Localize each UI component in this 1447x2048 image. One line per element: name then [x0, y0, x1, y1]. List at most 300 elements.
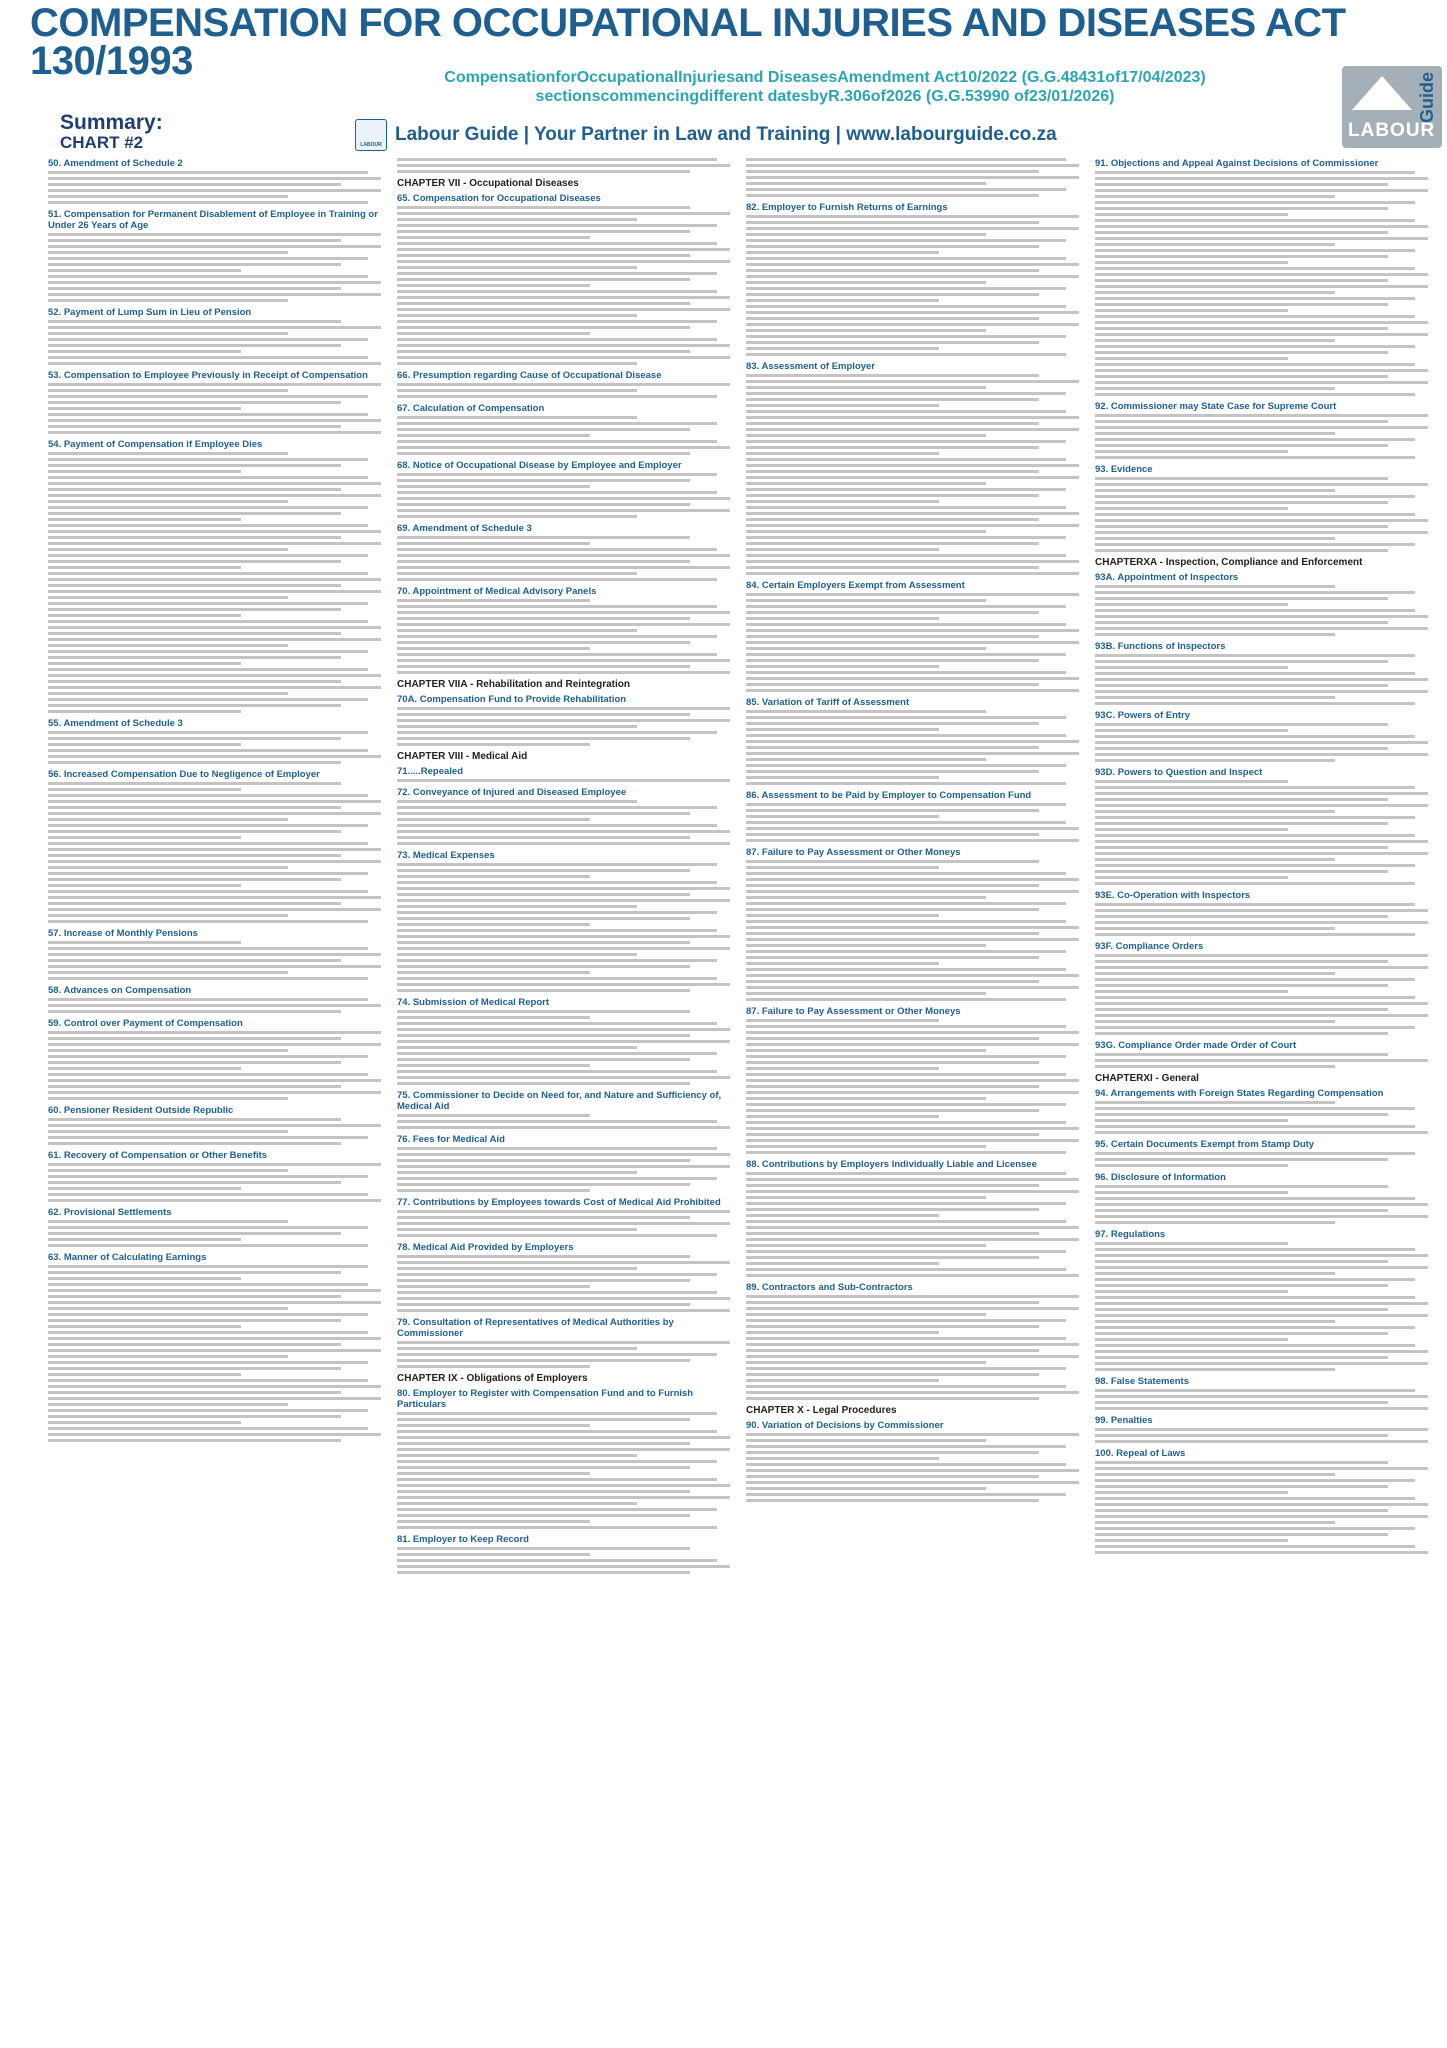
body-text-line	[746, 803, 1066, 806]
section-block	[397, 997, 730, 1085]
body-text-line	[397, 875, 590, 878]
body-text-line	[1095, 1191, 1288, 1194]
body-text-line	[48, 476, 368, 479]
body-text-line	[746, 908, 1039, 911]
body-text-line	[1095, 285, 1428, 288]
body-text-line	[1095, 1545, 1415, 1548]
body-text-line	[1095, 369, 1428, 372]
body-text-line	[397, 383, 730, 386]
body-text-line	[746, 305, 1066, 308]
body-text-line	[48, 287, 341, 290]
body-text-line	[746, 677, 1079, 680]
body-text-line	[48, 848, 381, 851]
body-text-line	[746, 890, 1079, 893]
body-text-line	[746, 920, 1066, 923]
body-text-line	[48, 1361, 368, 1364]
body-text-line	[397, 1448, 730, 1451]
body-text-line	[397, 1267, 637, 1270]
body-text-line	[48, 1301, 381, 1304]
body-text-line	[48, 572, 368, 575]
body-text-line	[48, 650, 368, 653]
body-text-line	[48, 1199, 381, 1202]
body-text-line	[48, 470, 241, 473]
body-text-line	[1095, 1428, 1428, 1431]
body-text-line	[48, 1163, 381, 1166]
body-text-line	[397, 1052, 717, 1055]
body-text-line	[48, 1379, 368, 1382]
body-text-line	[397, 1046, 637, 1049]
body-text-line	[746, 1301, 1039, 1304]
body-text-line	[746, 227, 1079, 230]
body-text-line	[397, 1559, 717, 1562]
body-text-line	[397, 1508, 717, 1511]
body-text-line	[48, 1385, 381, 1388]
body-text-line	[397, 1478, 717, 1481]
body-text-line	[1095, 1473, 1335, 1476]
body-text-line	[48, 971, 288, 974]
section-block	[397, 766, 730, 782]
body-text-line	[48, 189, 381, 192]
body-text-line	[746, 341, 1039, 344]
body-text-line	[397, 1472, 590, 1475]
body-text-line	[746, 182, 986, 185]
body-text-line	[746, 1475, 1039, 1478]
summary-block	[60, 112, 163, 152]
body-text-line	[397, 983, 730, 986]
body-text-line	[1095, 672, 1415, 675]
body-text-line	[397, 629, 637, 632]
body-text-line	[48, 518, 241, 521]
body-text-line	[1095, 237, 1428, 240]
body-text-line	[48, 674, 381, 677]
section-block	[1095, 710, 1428, 762]
body-text-line	[746, 689, 1079, 692]
section-block	[397, 460, 730, 518]
body-text-line	[397, 248, 730, 251]
body-text-line	[397, 1502, 637, 1505]
body-text-line	[1095, 978, 1415, 981]
body-text-line	[48, 494, 381, 497]
section-block	[1095, 1040, 1428, 1068]
body-text-line	[746, 170, 1039, 173]
body-text-line	[1095, 513, 1415, 516]
body-text-line	[48, 1073, 368, 1076]
body-text-line	[746, 926, 1079, 929]
body-text-line	[1095, 741, 1428, 744]
body-text-line	[746, 323, 1079, 326]
body-text-line	[48, 512, 341, 515]
section-heading: 72. Conveyance of Injured and Diseased Employee	[397, 787, 627, 798]
body-text-line	[397, 941, 690, 944]
body-text-line	[746, 1397, 1039, 1400]
body-text-line	[746, 446, 1039, 449]
section-heading: 89. Contractors and Sub-Contractors	[746, 1282, 913, 1293]
body-text-line	[1095, 414, 1428, 417]
body-text-line	[397, 1365, 590, 1368]
body-text-line	[1095, 927, 1335, 930]
body-text-line	[1095, 753, 1428, 756]
body-text-line	[397, 731, 717, 734]
body-text-line	[48, 749, 368, 752]
body-text-line	[746, 611, 1039, 614]
body-text-line	[1095, 1515, 1428, 1518]
body-text-line	[746, 1262, 939, 1265]
body-text-line	[397, 1285, 590, 1288]
body-text-line	[48, 947, 368, 950]
body-text-line	[1095, 798, 1388, 801]
body-text-line	[746, 410, 1066, 413]
section-heading: 51. Compensation for Permanent Disablement of Employee in Training or Under 26 Years of Age	[48, 209, 378, 231]
body-text-line	[1095, 1368, 1335, 1371]
body-text-line	[397, 905, 637, 908]
section-heading: 100. Repeal of Laws	[1095, 1448, 1186, 1459]
body-text-line	[1095, 1434, 1388, 1437]
body-text-line	[397, 719, 730, 722]
section-heading: 66. Presumption regarding Cause of Occupational Disease	[397, 370, 662, 381]
body-text-line	[746, 878, 1079, 881]
body-text-line	[1095, 1527, 1415, 1530]
body-text-line	[397, 1565, 730, 1568]
body-text-line	[1095, 822, 1388, 825]
body-text-line	[746, 476, 1079, 479]
body-text-line	[746, 554, 1066, 557]
body-text-line	[746, 1325, 1039, 1328]
body-text-line	[397, 743, 590, 746]
body-text-line	[48, 530, 381, 533]
body-text-line	[1095, 1344, 1415, 1347]
body-text-line	[746, 599, 986, 602]
body-text-line	[1095, 1254, 1428, 1257]
body-text-line	[746, 1319, 1066, 1322]
section-block	[746, 1006, 1079, 1154]
section-block	[397, 1242, 730, 1312]
body-text-line	[48, 395, 368, 398]
section-block	[48, 985, 381, 1013]
body-text-line	[48, 836, 241, 839]
body-text-line	[48, 1043, 381, 1046]
body-text-line	[48, 626, 381, 629]
body-text-line	[48, 1403, 288, 1406]
body-text-line	[746, 263, 1079, 266]
column-2	[397, 158, 730, 2038]
body-text-line	[397, 1279, 690, 1282]
body-text-line	[397, 362, 637, 365]
body-text-line	[1095, 495, 1415, 498]
body-text-line	[1095, 543, 1415, 546]
body-text-line	[1095, 387, 1335, 390]
body-text-line	[1095, 1065, 1335, 1068]
section-block	[397, 1134, 730, 1192]
body-text-line	[1095, 1521, 1335, 1524]
body-text-line	[48, 275, 368, 278]
body-text-line	[48, 320, 341, 323]
body-text-line	[746, 914, 939, 917]
body-text-line	[397, 887, 730, 890]
body-text-line	[48, 1175, 368, 1178]
body-text-line	[397, 278, 690, 281]
body-text-line	[48, 344, 341, 347]
body-text-line	[48, 464, 341, 467]
body-text-line	[746, 956, 1039, 959]
body-text-line	[746, 239, 1066, 242]
body-text-line	[397, 1216, 690, 1219]
body-text-line	[746, 566, 1039, 569]
body-text-line	[48, 1037, 341, 1040]
body-text-line	[397, 1010, 690, 1013]
body-text-line	[746, 1451, 1039, 1454]
body-text-line	[1095, 1119, 1288, 1122]
body-text-line	[397, 344, 730, 347]
body-text-line	[397, 779, 730, 782]
body-text-line	[746, 572, 1079, 575]
body-text-line	[1095, 432, 1335, 435]
body-text-line	[397, 1484, 730, 1487]
body-text-line	[1095, 1533, 1388, 1536]
body-text-line	[746, 374, 1039, 377]
body-text-line	[746, 980, 1039, 983]
body-text-line	[48, 830, 341, 833]
body-text-line	[397, 881, 717, 884]
section-heading: 58. Advances on Compensation	[48, 985, 192, 996]
body-text-line	[746, 1445, 1066, 1448]
body-text-line	[397, 1058, 690, 1061]
body-text-line	[1095, 351, 1388, 354]
body-text-line	[1095, 177, 1428, 180]
section-heading: 99. Penalties	[1095, 1415, 1153, 1426]
body-text-line	[746, 1487, 986, 1490]
body-text-line	[1095, 1203, 1428, 1206]
body-text-line	[48, 584, 341, 587]
section-block	[48, 1018, 381, 1100]
body-text-line	[746, 1085, 1039, 1088]
body-text-line	[397, 824, 717, 827]
body-text-line	[48, 482, 381, 485]
body-text-line	[1095, 828, 1288, 831]
body-text-line	[48, 656, 341, 659]
chapter-heading: CHAPTERXA - Inspection, Compliance and Enforcement	[1095, 557, 1363, 568]
body-text-line	[1095, 531, 1428, 534]
body-text-line	[48, 1409, 368, 1412]
section-heading: 93G. Compliance Order made Order of Court	[1095, 1040, 1297, 1051]
section-heading: 88. Contributions by Employers Individually Liable and Licensee	[746, 1159, 1037, 1170]
body-text-line	[746, 1493, 1066, 1496]
body-text-line	[397, 272, 717, 275]
body-text-line	[48, 201, 368, 204]
section-heading: 52. Payment of Lump Sum in Lieu of Pension	[48, 307, 252, 318]
body-text-line	[1095, 291, 1335, 294]
body-text-line	[1095, 1308, 1388, 1311]
body-text-line	[48, 953, 381, 956]
body-text-line	[397, 446, 730, 449]
body-text-line	[746, 665, 939, 668]
body-text-line	[746, 1343, 1079, 1346]
body-text-line	[397, 1547, 690, 1550]
body-text-line	[397, 1571, 690, 1574]
body-text-line	[1095, 1272, 1335, 1275]
body-text-line	[1095, 1125, 1415, 1128]
body-text-line	[1095, 1014, 1428, 1017]
body-text-line	[746, 1073, 1066, 1076]
logo-triangle-icon	[1352, 76, 1412, 110]
body-text-line	[1095, 321, 1428, 324]
body-text-line	[397, 893, 690, 896]
body-text-line	[48, 1415, 341, 1418]
body-text-line	[1095, 678, 1428, 681]
body-text-line	[397, 1553, 590, 1556]
body-text-line	[397, 560, 690, 563]
body-text-line	[1095, 249, 1415, 252]
body-text-line	[397, 923, 590, 926]
body-text-line	[1095, 1551, 1428, 1554]
body-text-line	[746, 962, 939, 965]
section-block	[397, 787, 730, 845]
body-text-line	[1095, 1113, 1388, 1116]
body-text-line	[1095, 702, 1415, 705]
body-text-line	[48, 177, 381, 180]
body-text-line	[397, 1114, 590, 1117]
body-text-line	[397, 452, 690, 455]
body-text-line	[48, 548, 288, 551]
section-heading: 70. Appointment of Medical Advisory Panels	[397, 586, 597, 597]
body-text-line	[48, 171, 368, 174]
body-text-line	[746, 1244, 986, 1247]
body-text-line	[746, 317, 1039, 320]
section-heading: 56. Increased Compensation Due to Negligence of Employer	[48, 769, 320, 780]
body-text-line	[746, 1025, 1066, 1028]
body-text-line	[397, 212, 730, 215]
body-text-line	[746, 776, 939, 779]
body-text-line	[397, 1430, 717, 1433]
body-text-line	[397, 1436, 730, 1439]
body-text-line	[1095, 339, 1335, 342]
section-heading: 67. Calculation of Compensation	[397, 403, 545, 414]
body-text-line	[1095, 519, 1428, 522]
body-text-line	[746, 422, 1039, 425]
body-text-line	[397, 959, 717, 962]
body-text-line	[1095, 660, 1388, 663]
body-text-line	[397, 1082, 690, 1085]
body-text-line	[48, 704, 341, 707]
body-text-line	[1095, 1020, 1335, 1023]
body-text-line	[397, 1165, 730, 1168]
body-text-line	[1095, 231, 1388, 234]
body-text-line	[397, 1454, 637, 1457]
section-block	[397, 850, 730, 992]
body-text-line	[397, 836, 690, 839]
body-text-line	[746, 1238, 1079, 1241]
section-block	[397, 1534, 730, 1574]
section-heading: 93A. Appointment of Inspectors	[1095, 572, 1239, 583]
body-text-line	[397, 1460, 717, 1463]
body-text-line	[1095, 195, 1335, 198]
body-text-line	[1095, 627, 1428, 630]
body-text-line	[397, 389, 637, 392]
body-text-line	[1095, 477, 1388, 480]
body-text-line	[397, 479, 690, 482]
logo-guide-text: Guide	[1417, 72, 1437, 124]
body-text-line	[48, 506, 368, 509]
body-text-line	[48, 941, 241, 944]
body-text-line	[48, 1271, 341, 1274]
section-block	[1095, 158, 1428, 396]
body-text-line	[746, 968, 1066, 971]
body-text-line	[1095, 633, 1335, 636]
body-text-line	[746, 221, 1039, 224]
body-text-line	[397, 947, 730, 950]
body-text-line	[397, 1526, 717, 1529]
section-heading: 93E. Co-Operation with Inspectors	[1095, 890, 1251, 901]
body-text-line	[48, 902, 341, 905]
body-text-line	[397, 647, 590, 650]
body-text-line	[1095, 954, 1428, 957]
body-text-line	[48, 1289, 381, 1292]
body-text-line	[746, 1121, 1066, 1124]
body-text-line	[1095, 903, 1415, 906]
body-text-line	[48, 782, 341, 785]
body-text-line	[48, 842, 368, 845]
body-text-line	[48, 407, 241, 410]
body-text-line	[746, 1367, 1066, 1370]
body-text-line	[746, 1196, 986, 1199]
body-text-line	[397, 218, 637, 221]
body-text-line	[1095, 333, 1428, 336]
body-text-line	[397, 440, 717, 443]
body-text-line	[1095, 1221, 1335, 1224]
body-text-line	[1095, 1296, 1415, 1299]
body-text-line	[746, 1268, 1066, 1271]
body-text-line	[48, 1355, 288, 1358]
body-text-line	[48, 620, 368, 623]
body-text-line	[746, 1232, 1039, 1235]
body-text-line	[746, 764, 1066, 767]
body-text-line	[746, 1139, 1079, 1142]
body-text-line	[746, 386, 986, 389]
body-text-line	[746, 188, 1066, 191]
section-block	[48, 1105, 381, 1145]
section-block	[48, 307, 381, 365]
body-text-line	[746, 896, 986, 899]
body-text-line	[746, 536, 1066, 539]
body-text-line	[746, 329, 986, 332]
body-text-line	[397, 572, 637, 575]
body-text-line	[397, 869, 690, 872]
body-text-line	[746, 1433, 1079, 1436]
body-text-line	[746, 293, 1039, 296]
body-text-line	[746, 494, 1039, 497]
body-text-line	[397, 1341, 730, 1344]
body-text-line	[746, 470, 1039, 473]
body-text-line	[746, 746, 1039, 749]
body-text-line	[746, 647, 986, 650]
body-text-line	[746, 950, 1066, 953]
body-text-line	[1095, 1326, 1415, 1329]
body-text-line	[397, 266, 637, 269]
content-columns	[48, 158, 1428, 2038]
body-text-line	[746, 659, 1039, 662]
body-text-line	[48, 800, 381, 803]
body-text-line	[746, 641, 1079, 644]
body-text-line	[48, 1313, 368, 1316]
subtitle-line-1: CompensationforOccupationalInjuriesand DiseasesAmendment Act10/2022 (G.G.48431of17/04/2023)	[444, 69, 1206, 86]
body-text-line	[48, 1238, 241, 1241]
column-3	[746, 158, 1079, 2038]
body-text-line	[48, 959, 341, 962]
section-heading: 93. Evidence	[1095, 464, 1153, 475]
body-text-line	[746, 770, 1039, 773]
section-block	[48, 209, 381, 302]
body-text-line	[397, 713, 690, 716]
section-block	[746, 697, 1079, 785]
